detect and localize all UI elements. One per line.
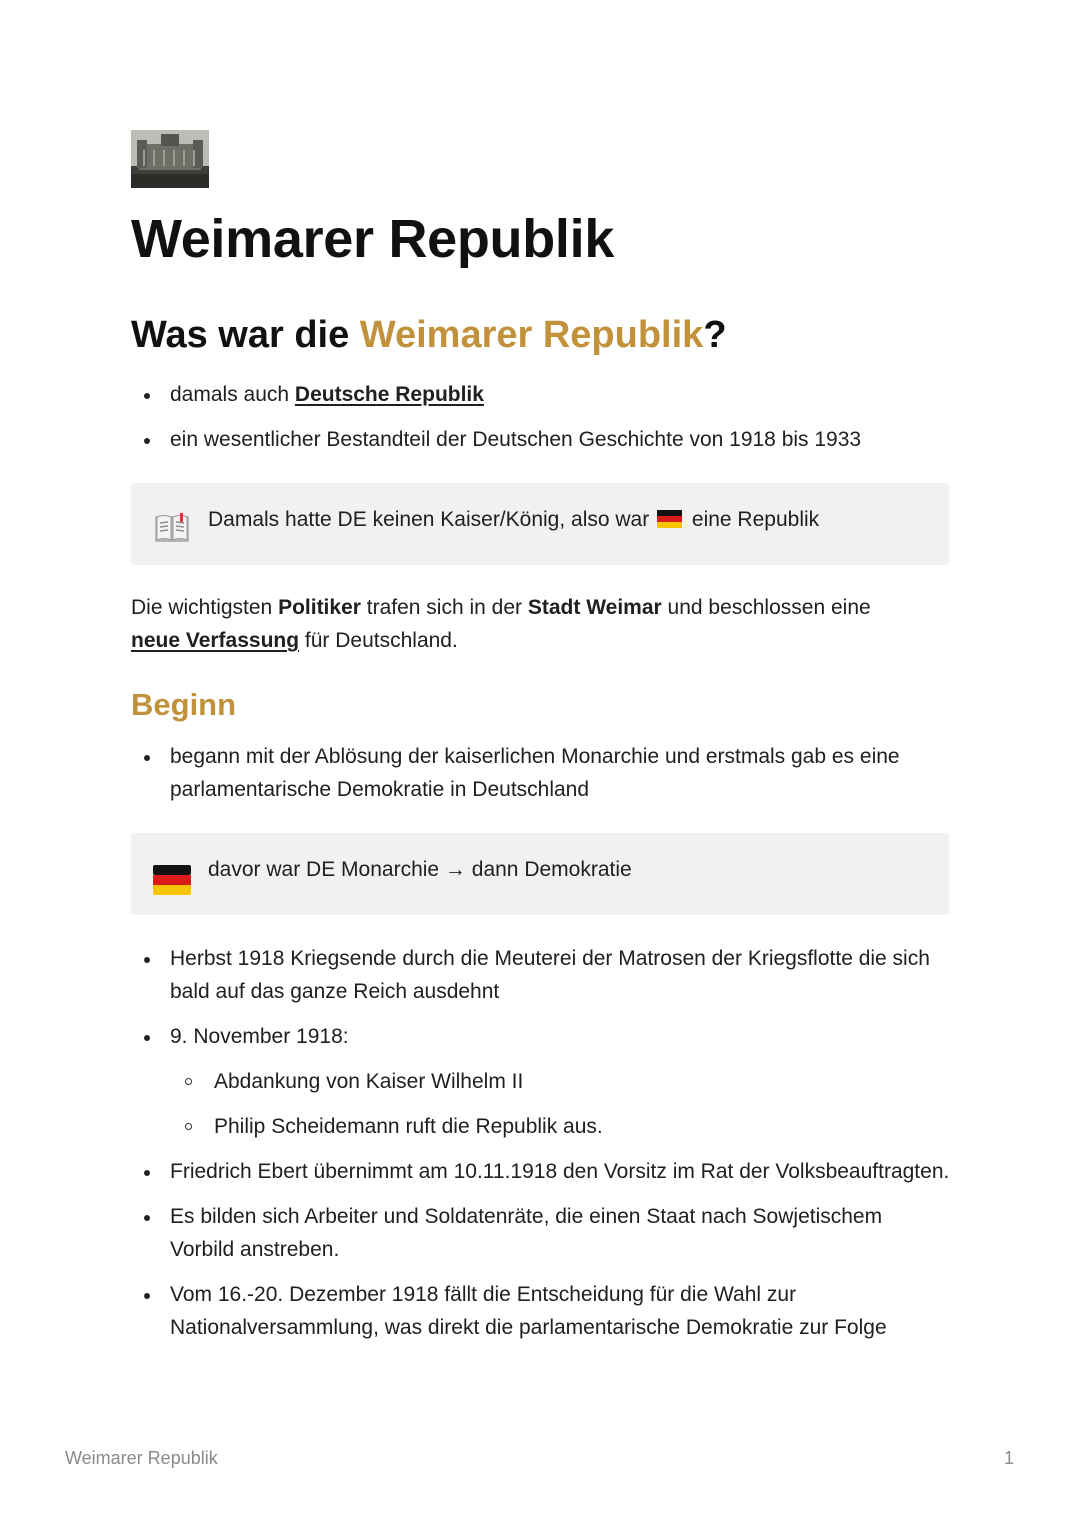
sub-list-item: Abdankung von Kaiser Wilhelm II (170, 1065, 951, 1098)
reichstag-cover-image (131, 130, 209, 188)
list-item: ein wesentlicher Bestandteil der Deutschen Geschichte von 1918 bis 1933 (131, 423, 951, 456)
bold-politiker: Politiker (278, 596, 361, 619)
list-item: Friedrich Ebert übernimmt am 10.11.1918 den Vorsitz im Rat der Volksbeauftragten. (131, 1155, 951, 1188)
callout-text (208, 505, 819, 535)
bullet-text: damals auch (170, 383, 295, 406)
paragraph-text: Die wichtigsten (131, 596, 279, 619)
heading-pre: Was war die (131, 314, 360, 356)
callout-republik (131, 483, 949, 565)
heading-post: ? (703, 314, 727, 356)
beginn-intro-list (131, 740, 951, 806)
section-heading-beginn: Beginn (131, 687, 237, 722)
neue-verfassung-link[interactable]: neue Verfassung (131, 629, 300, 652)
page-title: Weimarer Republik (131, 209, 615, 269)
list-item: Vom 16.-20. Dezember 1918 fällt die Entscheidung für die Wahl zur Nationalversammlung, was direkt die parlamentarische Demokratie zur Folge (131, 1278, 951, 1344)
callout-text: davor war DE Monarchie → dann Demokratie (208, 858, 632, 881)
list-item: Herbst 1918 Kriegsende durch die Meuterei der Matrosen der Kriegsflotte die sich bald auf das ganze Reich ausdehnt (131, 942, 951, 1008)
german-flag-icon (657, 510, 682, 528)
list-item: Es bilden sich Arbeiter und Soldatenräte, die einen Staat nach Sowjetischem Vorbild anstreben. (131, 1200, 951, 1266)
list-item (131, 378, 951, 411)
deutsche-republik-link[interactable]: Deutsche Republik (294, 383, 484, 406)
list-item: begann mit der Ablösung der kaiserlichen Monarchie und erstmals gab es eine parlamentarische Demokratie in Deutschland (131, 740, 951, 806)
open-book-icon (153, 511, 191, 545)
heading-accent: Weimarer Republik (359, 314, 704, 356)
callout-monarchie (131, 833, 949, 915)
callout-text-pre: Damals hatte DE keinen Kaiser/König, also war (208, 508, 656, 531)
callout-text-post: eine Republik (686, 508, 820, 531)
page-number: 1 (1003, 1448, 1014, 1468)
paragraph-text: für Deutschland. (299, 629, 458, 652)
bullet-text: 9. November 1918: (170, 1025, 349, 1048)
paragraph-text: trafen sich in der (360, 596, 528, 619)
footer-title: Weimarer Republik (65, 1448, 218, 1468)
list-item (131, 1020, 951, 1143)
weimar-paragraph (131, 591, 951, 657)
sub-list-item: Philip Scheidemann ruft die Republik aus. (170, 1110, 951, 1143)
sub-bullet-list (170, 1065, 951, 1143)
section-heading-was-war (131, 314, 727, 357)
paragraph-text: und beschlossen eine (661, 596, 871, 619)
beginn-bullet-list (131, 942, 951, 1344)
intro-bullet-list (131, 378, 951, 456)
german-flag-icon (153, 863, 191, 897)
bold-stadt-weimar: Stadt Weimar (527, 596, 662, 619)
